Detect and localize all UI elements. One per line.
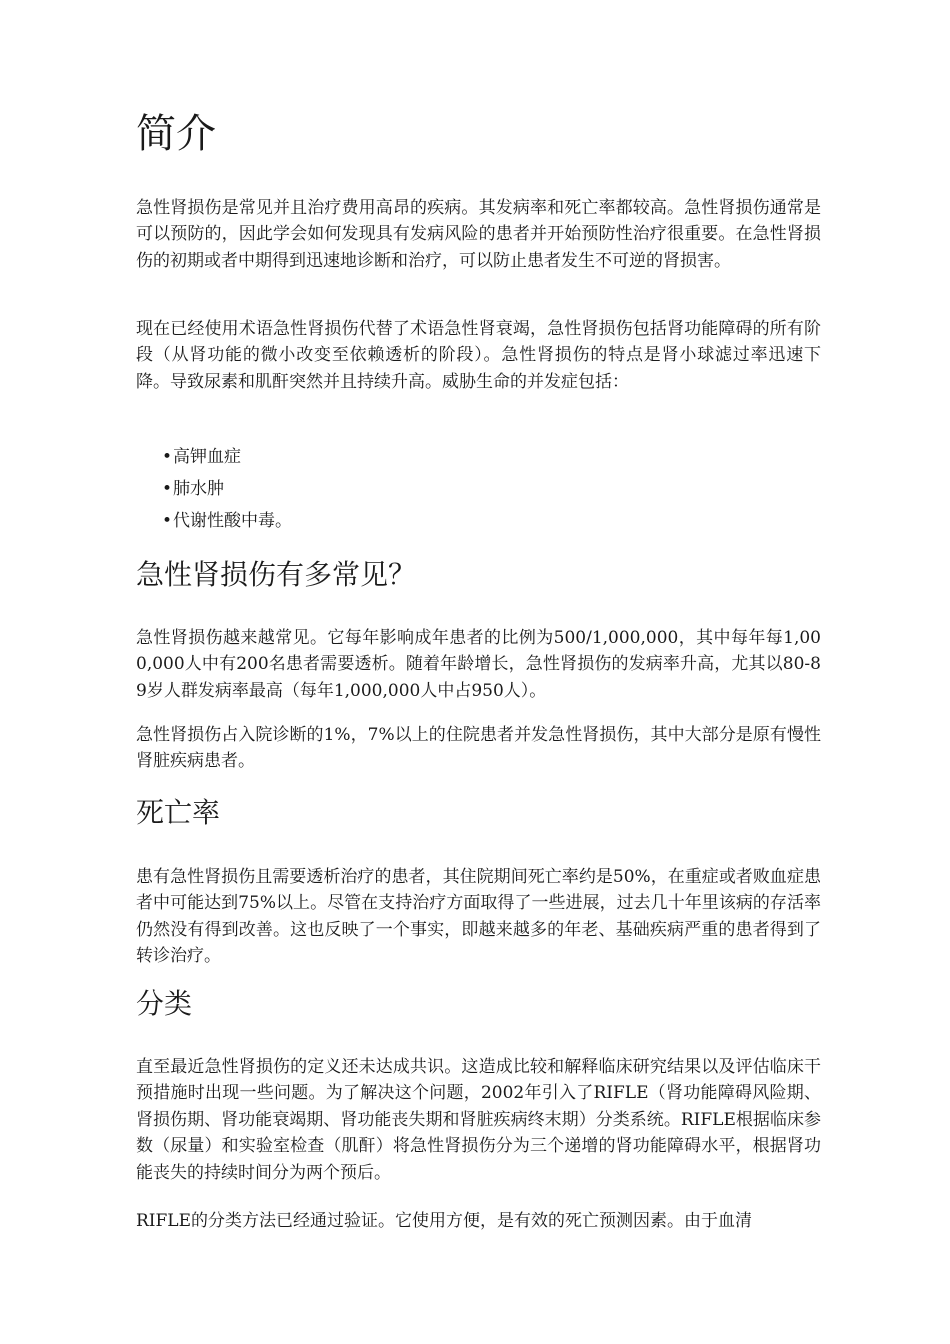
heading-intro: 简介: [136, 111, 216, 157]
heading-prevalence: 急性肾损伤有多常见？: [136, 558, 417, 591]
complications-list: [162, 444, 292, 540]
list-item: • 代谢性酸中毒。: [162, 508, 292, 540]
classification-paragraph-1: 直至最近急性肾损伤的定义还未达成共识。这造成比较和解释临床研究结果以及评估临床干预措施时出现一些问题。为了解决这个问题，2002年引入了RIFLE（肾功能障碍风险期、肾损伤期、肾功能衰竭期、肾功能丧失期和肾脏疾病终末期）分类系统。RIFLE根据临床参数（尿量）和实验室检查（肌酐）将急性肾损伤分为三个递增的肾功能障碍水平，根据肾功能丧失的持续时间分为两个预后。: [136, 1057, 821, 1183]
list-item: • 高钾血症: [162, 444, 292, 476]
classification-paragraph-2: RIFLE的分类方法已经通过验证。它使用方便，是有效的死亡预测因素。由于血清: [136, 1211, 753, 1231]
heading-mortality: 死亡率: [136, 796, 221, 829]
mortality-paragraph: 患有急性肾损伤且需要透析治疗的患者，其住院期间死亡率约是50%，在重症或者败血症患者中可能达到75%以上。尽管在支持治疗方面取得了一些进展，过去几十年里该病的存活率仍然没有得到改善。这也反映了一个事实，即越来越多的年老、基础疾病严重的患者得到了转诊治疗。: [136, 867, 821, 967]
prevalence-paragraph-1: 急性肾损伤越来越常见。它每年影响成年患者的比例为500/1,000,000，其中每年每1,000,000人中有200名患者需要透析。随着年龄增长，急性肾损伤的发病率升高，尤其以80-89岁人群发病率最高（每年1,000,000人中占950人）。: [136, 628, 821, 701]
intro-paragraph-1: 急性肾损伤是常见并且治疗费用高昂的疾病。其发病率和死亡率都较高。急性肾损伤通常是可以预防的，因此学会如何发现具有发病风险的患者并开始预防性治疗很重要。在急性肾损伤的初期或者中期得到迅速地诊断和治疗，可以防止患者发生不可逆的肾损害。: [136, 198, 821, 271]
prevalence-paragraph-2: 急性肾损伤占入院诊断的1%，7%以上的住院患者并发急性肾损伤，其中大部分是原有慢性肾脏疾病患者。: [136, 725, 821, 772]
intro-paragraph-2: 现在已经使用术语急性肾损伤代替了术语急性肾衰竭，急性肾损伤包括肾功能障碍的所有阶段（从肾功能的微小改变至依赖透析的阶段）。急性肾损伤的特点是肾小球滤过率迅速下降。导致尿素和肌酐突然并且持续升高。威胁生命的并发症包括：: [136, 319, 821, 392]
heading-classification: 分类: [136, 987, 193, 1020]
list-item: • 肺水肿: [162, 476, 292, 508]
